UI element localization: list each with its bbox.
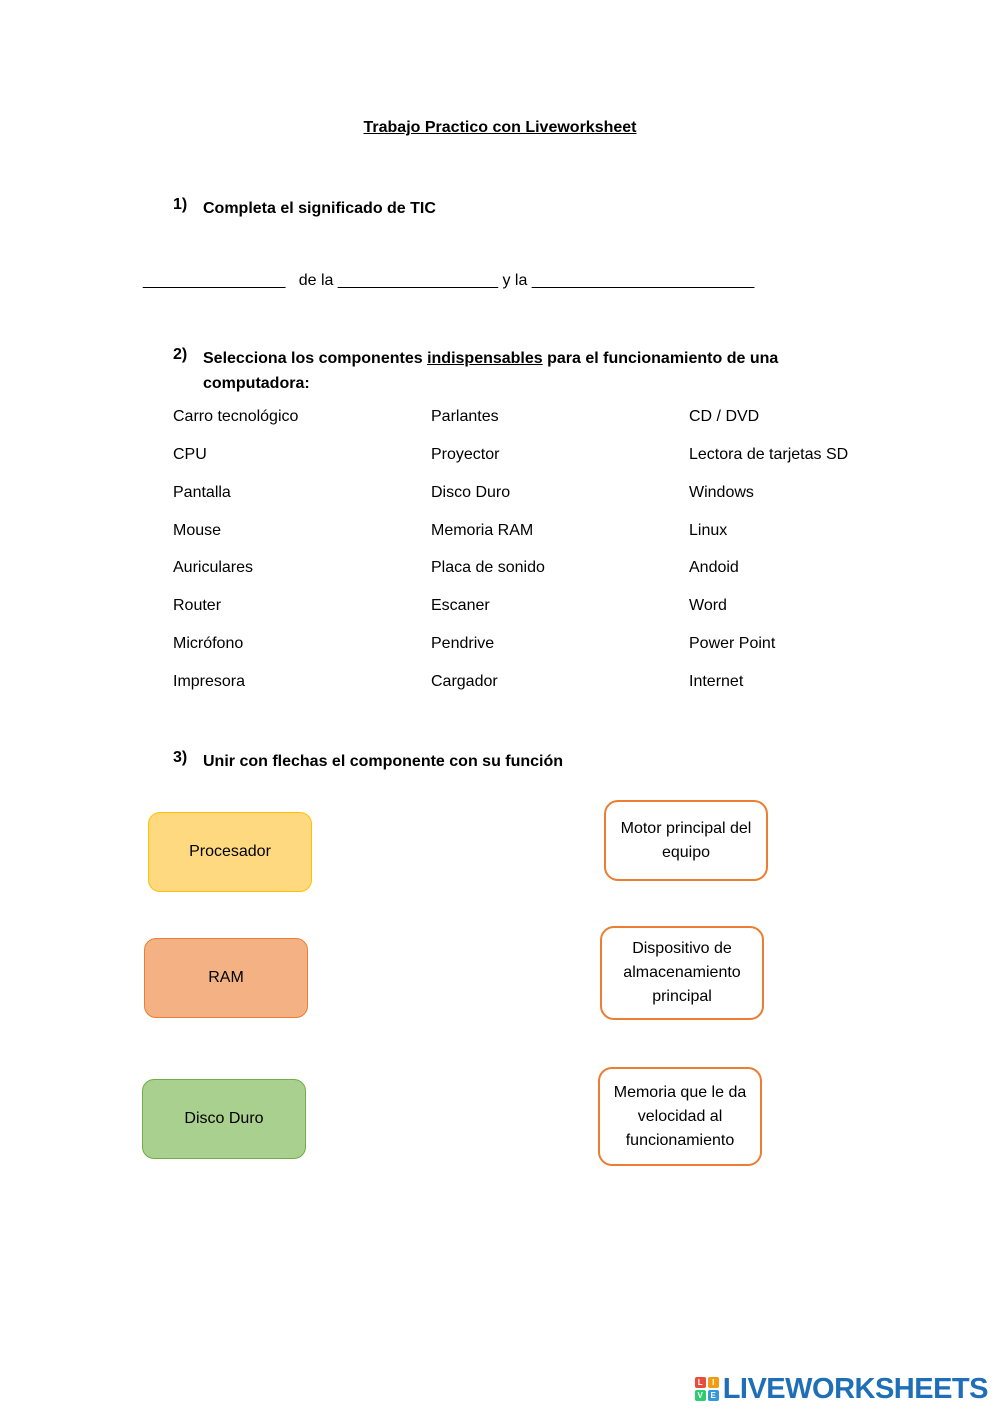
question-1-text: Completa el significado de TIC [203,200,436,217]
question-2-number: 2) [173,346,188,363]
component-option[interactable]: Placa de sonido [431,559,545,576]
page-title: Trabajo Practico con Liveworksheet [363,119,637,136]
tic-blank-line[interactable]: ________________ de la __________________ y la _________________________ [143,272,755,289]
question-1-number: 1) [173,196,188,213]
component-option[interactable]: Pendrive [431,635,495,652]
logo-mark-letter: L [695,1377,706,1388]
component-option[interactable]: Mouse [173,522,222,539]
component-option[interactable]: Impresora [173,673,246,690]
component-option[interactable]: Cargador [431,673,498,690]
component-option[interactable]: CD / DVD [689,408,760,425]
function-box-almacenamiento[interactable]: Dispositivo de almacenamiento principal [600,926,764,1020]
component-option[interactable]: Andoid [689,559,739,576]
component-option[interactable]: Disco Duro [431,484,511,501]
component-box-ram[interactable]: RAM [144,938,308,1018]
component-option[interactable]: Proyector [431,446,500,463]
component-option[interactable]: Router [173,597,222,614]
question-3 [173,749,873,775]
logo-mark-letter: E [708,1390,719,1401]
component-option[interactable]: Power Point [689,635,776,652]
function-box-memoria-velocidad[interactable]: Memoria que le da velocidad al funcionamiento [598,1067,762,1166]
question-2 [173,346,873,398]
component-option[interactable]: Memoria RAM [431,522,534,539]
liveworksheets-logo-icon [695,1377,719,1401]
component-option[interactable]: Lectora de tarjetas SD [689,446,849,463]
question-2-text-before: Selecciona los componentes [203,350,428,367]
component-box-procesador[interactable]: Procesador [148,812,312,892]
liveworksheets-logo-text: LIVEWORKSHEETS [722,1372,988,1405]
component-option[interactable]: Carro tecnológico [173,408,299,425]
question-3-text: Unir con flechas el componente con su función [203,753,564,770]
component-option[interactable]: Parlantes [431,408,499,425]
component-option[interactable]: Escaner [431,597,490,614]
logo-mark-letter: V [695,1390,706,1401]
component-option[interactable]: Linux [689,522,728,539]
question-2-text-after: para el funcionamiento de una computadora: [203,350,779,392]
component-option[interactable]: Word [689,597,727,614]
component-option[interactable]: Auriculares [173,559,254,576]
logo-mark-letter: I [708,1377,719,1388]
liveworksheets-logo [695,1374,988,1404]
component-option[interactable]: Pantalla [173,484,231,501]
component-box-disco-duro[interactable]: Disco Duro [142,1079,306,1159]
question-2-underlined-word: indispensables [427,350,543,367]
question-2-text [203,346,823,396]
function-box-motor-principal[interactable]: Motor principal del equipo [604,800,768,881]
question-3-number: 3) [173,749,188,766]
question-1 [173,196,873,222]
component-option[interactable]: Windows [689,484,754,501]
component-option[interactable]: Micrófono [173,635,244,652]
component-option[interactable]: Internet [689,673,744,690]
component-option[interactable]: CPU [173,446,207,463]
